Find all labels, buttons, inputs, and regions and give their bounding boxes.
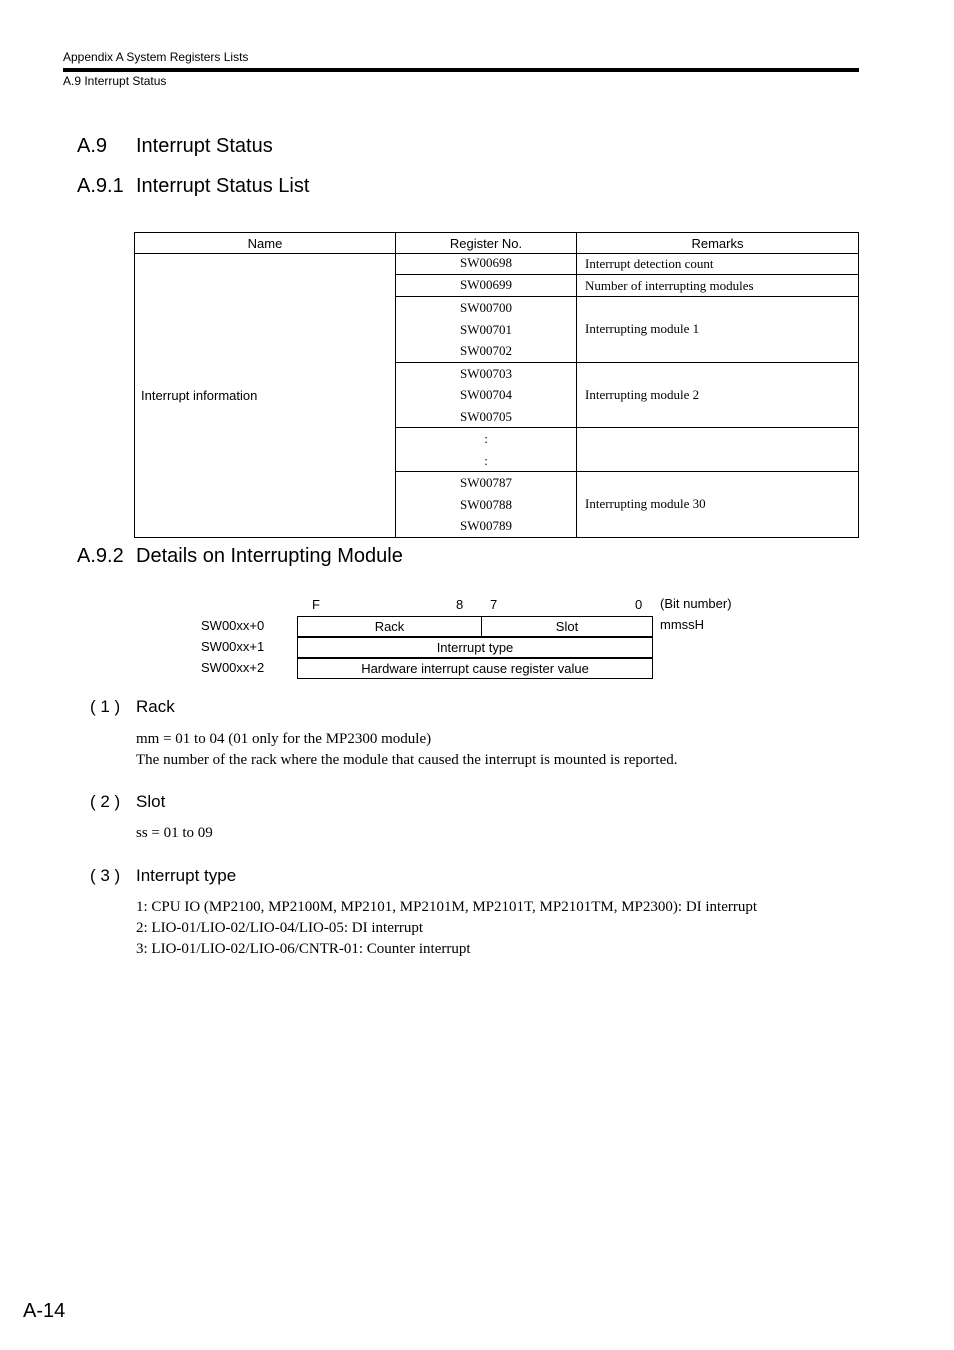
row-label: SW00xx+1 bbox=[201, 639, 265, 654]
ellipsis-mark: : bbox=[484, 431, 488, 446]
column-header: Register No. bbox=[396, 233, 577, 254]
subsection-title: Details on Interrupting Module bbox=[136, 545, 403, 567]
ellipsis-mark: : bbox=[484, 452, 488, 468]
item-number: ( 2 ) bbox=[90, 792, 121, 811]
remark-cell: Interrupting module 30 bbox=[577, 472, 859, 538]
column-header: Remarks bbox=[577, 233, 859, 254]
register-number: SW00703 bbox=[460, 365, 512, 381]
register-number: SW00787 bbox=[460, 475, 512, 490]
running-header-section: A.9 Interrupt Status bbox=[63, 74, 167, 88]
remark-cell bbox=[577, 428, 859, 472]
table-row bbox=[135, 254, 859, 275]
bit-number-label: (Bit number) bbox=[660, 596, 732, 611]
register-number: SW00700 bbox=[460, 300, 512, 315]
item-text: 1: CPU IO (MP2100, MP2100M, MP2101, MP2101M, MP2101T, MP2101TM, MP2300): DI interrupt bbox=[136, 899, 758, 915]
register-word-1 bbox=[297, 637, 653, 658]
section-title: Interrupt Status bbox=[136, 135, 273, 157]
item-number: ( 1 ) bbox=[90, 697, 121, 716]
register-word-2 bbox=[297, 658, 653, 679]
row-label: SW00xx+0 bbox=[201, 618, 265, 633]
register-number: SW00702 bbox=[460, 343, 512, 358]
slot-field: Slot bbox=[555, 619, 579, 634]
register-number: SW00701 bbox=[460, 321, 512, 337]
register-number: SW00699 bbox=[460, 277, 512, 292]
item-text: mm = 01 to 04 (01 only for the MP2300 module) bbox=[136, 731, 432, 747]
item-text: The number of the rack where the module that caused the interrupt is mounted is reported. bbox=[136, 752, 678, 768]
header-rule bbox=[63, 68, 859, 72]
item-text: ss = 01 to 09 bbox=[136, 825, 213, 841]
running-header-chapter: Appendix A System Registers Lists bbox=[63, 50, 249, 64]
remark-cell: Number of interrupting modules bbox=[577, 275, 859, 297]
hardware-cause-field: Hardware interrupt cause register value bbox=[361, 661, 589, 676]
bit-label-7: 7 bbox=[490, 597, 498, 612]
item-text: 2: LIO-01/LIO-02/LIO-04/LIO-05: DI interrupt bbox=[136, 920, 424, 936]
item-text: 3: LIO-01/LIO-02/LIO-06/CNTR-01: Counter interrupt bbox=[136, 941, 471, 957]
register-number: SW00704 bbox=[460, 387, 512, 402]
register-word-0 bbox=[297, 616, 653, 637]
subsection-title: Interrupt Status List bbox=[136, 175, 310, 197]
remark-cell: Interrupting module 1 bbox=[577, 297, 859, 363]
item-title: Slot bbox=[136, 792, 166, 811]
item-title: Rack bbox=[136, 697, 175, 716]
subsection-number: A.9.2 bbox=[77, 545, 124, 567]
page-number: A-14 bbox=[23, 1300, 66, 1322]
register-number: SW00698 bbox=[460, 255, 512, 270]
bit-label-8: 8 bbox=[456, 597, 464, 612]
bit-label-0: 0 bbox=[635, 597, 643, 612]
row-label: SW00xx+2 bbox=[201, 660, 265, 675]
format-label: mmssH bbox=[660, 617, 705, 632]
rack-field: Rack bbox=[298, 617, 482, 636]
name-cell: Interrupt information bbox=[135, 254, 396, 538]
remark-cell: Interrupting module 2 bbox=[577, 362, 859, 428]
interrupt-type-field: Interrupt type bbox=[436, 640, 514, 655]
register-number: SW00789 bbox=[460, 518, 512, 533]
register-number: SW00705 bbox=[460, 408, 512, 424]
section-number: A.9 bbox=[77, 135, 108, 157]
table-header-row bbox=[135, 233, 859, 254]
remark-cell: Interrupt detection count bbox=[577, 254, 859, 275]
item-number: ( 3 ) bbox=[90, 866, 121, 885]
column-header: Name bbox=[135, 233, 396, 254]
register-number: SW00788 bbox=[460, 496, 512, 512]
interrupt-status-table bbox=[134, 232, 859, 538]
subsection-number: A.9.1 bbox=[77, 175, 124, 197]
item-title: Interrupt type bbox=[136, 866, 237, 885]
bit-label-f: F bbox=[312, 597, 320, 612]
